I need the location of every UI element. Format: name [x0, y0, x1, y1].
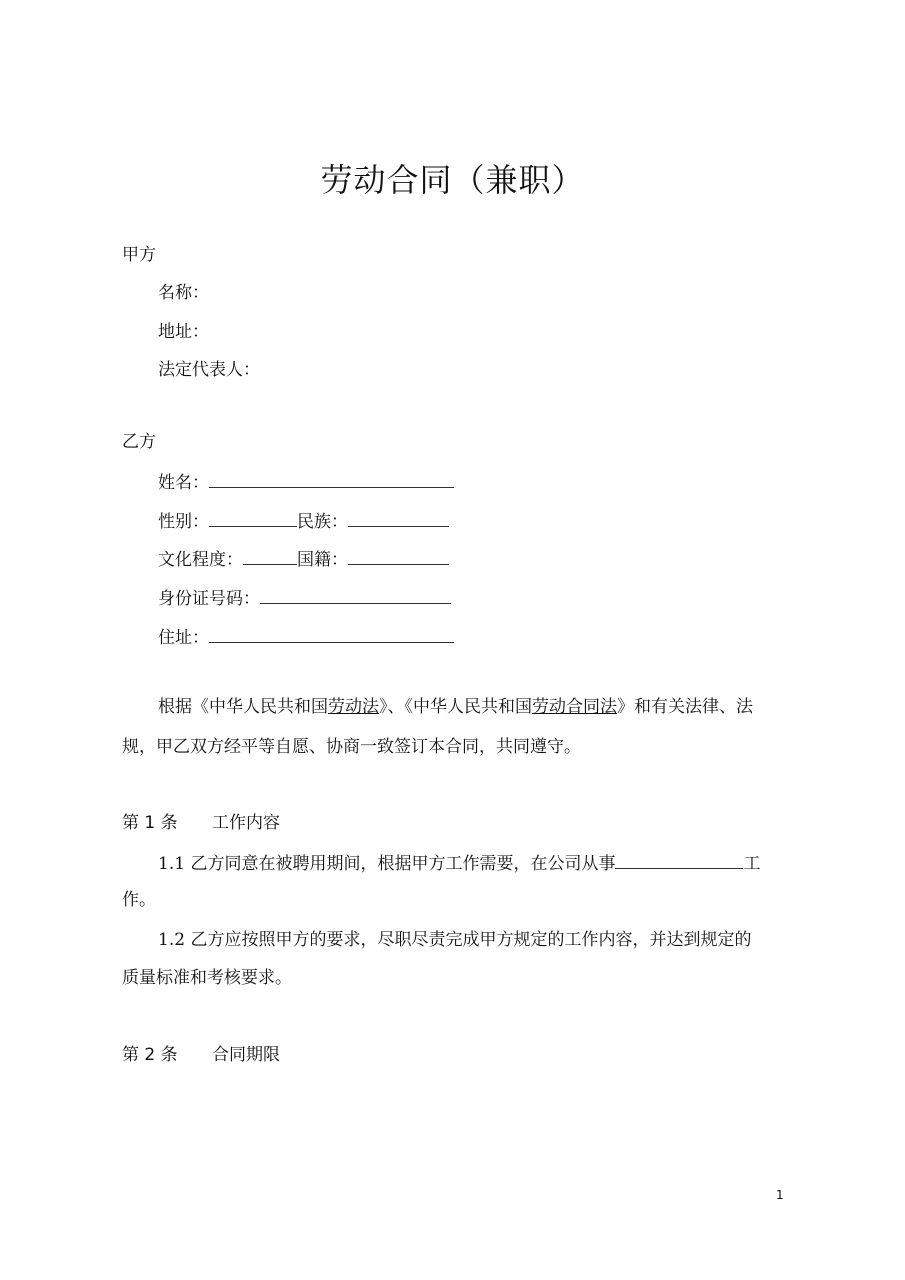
party-a-name-label: 名称：	[158, 283, 209, 303]
article-2-title: 合同期限	[212, 1045, 280, 1065]
party-b-education-blank[interactable]	[243, 546, 297, 565]
party-b-education-label: 文化程度：	[158, 550, 243, 570]
preamble-text-c: 》和有关法律、法	[617, 697, 753, 717]
party-b-name-row	[158, 469, 454, 495]
article-1-number: 第 1 条	[122, 813, 178, 833]
clause-1-2-line-1: 1.2 乙方应按照甲方的要求，尽职尽责完成甲方规定的工作内容，并达到规定的	[158, 930, 752, 950]
party-a-legal-rep-label: 法定代表人：	[158, 360, 260, 380]
party-b-gender-label: 性别：	[158, 512, 209, 532]
clause-1-1-line-2: 作。	[122, 890, 156, 910]
party-b-address-blank[interactable]	[209, 624, 454, 643]
article-1-title: 工作内容	[212, 813, 280, 833]
party-b-gender-row	[158, 508, 449, 534]
preamble-text-a: 根据《中华人民共和国	[158, 697, 328, 717]
article-2-number: 第 2 条	[122, 1045, 178, 1065]
preamble-line-2: 规，甲乙双方经平等自愿、协商一致签订本合同，共同遵守。	[122, 737, 581, 757]
clause-1-1-text-end: 工	[743, 854, 761, 874]
clause-1-1-line-1	[158, 850, 760, 876]
party-b-name-label: 姓名：	[158, 473, 209, 493]
party-b-heading: 乙方	[122, 432, 156, 452]
party-b-address-label: 住址：	[158, 628, 209, 648]
party-b-id-row	[158, 585, 451, 611]
party-b-address-row	[158, 624, 454, 650]
party-b-gender-blank[interactable]	[209, 508, 297, 527]
preamble-line-1	[158, 695, 753, 719]
party-a-address-label: 地址：	[158, 322, 209, 342]
party-b-ethnicity-blank[interactable]	[348, 508, 449, 527]
labor-contract-law-link[interactable]: 劳动合同法	[532, 697, 617, 717]
labor-law-link[interactable]: 劳动法	[328, 697, 379, 717]
party-a-heading: 甲方	[122, 245, 156, 265]
party-b-education-row	[158, 546, 449, 572]
preamble-text-b: 》、《中华人民共和国	[379, 697, 532, 717]
clause-1-2-line-2: 质量标准和考核要求。	[122, 968, 292, 988]
job-title-blank[interactable]	[615, 850, 743, 869]
party-b-id-blank[interactable]	[260, 585, 451, 604]
party-b-ethnicity-label: 民族：	[297, 512, 348, 532]
clause-1-1-text: 1.1 乙方同意在被聘用期间，根据甲方工作需要，在公司从事	[158, 854, 616, 874]
party-b-id-label: 身份证号码：	[158, 589, 260, 609]
party-b-nationality-label: 国籍：	[297, 550, 348, 570]
party-b-nationality-blank[interactable]	[348, 546, 449, 565]
document-title: 劳动合同（兼职）	[320, 161, 585, 199]
party-b-name-blank[interactable]	[209, 469, 454, 488]
page-number: 1	[776, 1188, 784, 1202]
